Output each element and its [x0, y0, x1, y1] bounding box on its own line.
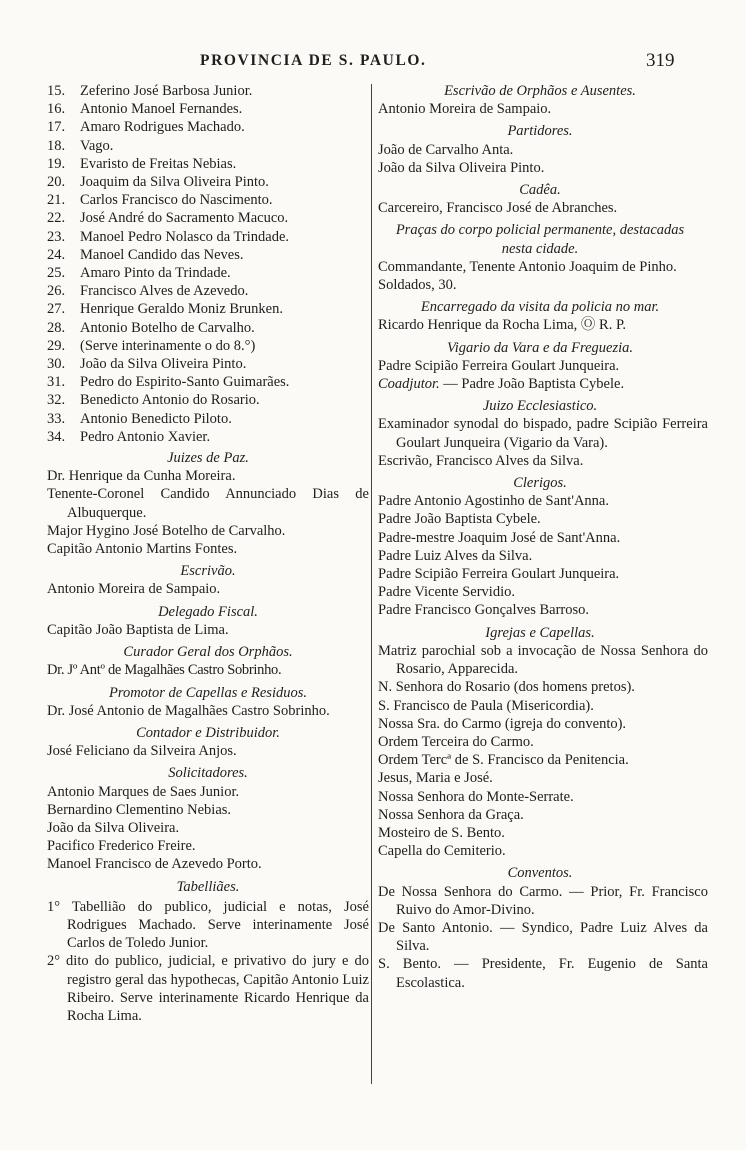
numbered-list-item	[47, 319, 369, 337]
section-title-igrejas: Igrejas e Capellas.	[485, 624, 595, 641]
juizes-entry-2: Tenente-Coronel Candido Annunciado Dias de Albuquerque.	[47, 486, 369, 521]
item-number: 17.	[47, 119, 66, 136]
section-title-pracas: Praças do corpo policial permanente, destacadas nesta cidade.	[395, 222, 685, 257]
item-name: Manoel Candido das Neves.	[80, 246, 244, 263]
item-name: João da Silva Oliveira Pinto.	[80, 356, 247, 373]
item-number: 27.	[47, 301, 66, 318]
item-number: 29.	[47, 337, 66, 354]
item-number: 22.	[47, 210, 66, 227]
item-name: Pedro do Espirito-Santo Guimarães.	[80, 374, 290, 391]
item-name: Henrique Geraldo Moniz Brunken.	[80, 301, 283, 318]
numbered-list	[47, 82, 369, 446]
igreja-entry: Nossa Senhora do Monte-Serrate.	[378, 788, 574, 805]
item-name: Antonio Benedicto Piloto.	[80, 410, 232, 427]
promotor-entry: Dr. José Antonio de Magalhães Castro Sobrinho.	[47, 702, 330, 719]
right-column	[372, 82, 708, 992]
solicitador-entry: João da Silva Oliveira.	[47, 819, 180, 836]
vigario-entry-1: Padre Scipião Ferreira Goulart Junqueira.	[378, 357, 620, 374]
convento-entry: S. Bento. — Presidente, Fr. Eugenio de Santa Escolastica.	[378, 956, 708, 991]
convento-entry: De Santo Antonio. — Syndico, Padre Luiz Alves da Silva.	[378, 919, 708, 955]
igrejas-entry-matriz: Matriz parochial sob a invocação de Nossa Senhora do Rosario, Apparecida.	[378, 642, 708, 678]
item-number: 21.	[47, 192, 66, 209]
clerigo-entry: Padre João Baptista Cybele.	[378, 511, 541, 528]
section-title-escrivao-orphaos: Escrivão de Orphãos e Ausentes.	[444, 83, 636, 99]
encarregado-entry: Ricardo Henrique da Rocha Lima, Ⓞ R. P.	[378, 317, 627, 334]
tabelliao-entry-2: 2° dito do publico, judicial, e privativo do jury e do registro geral das hypothecas, Capitão Antonio Luiz Ribeiro. Serve interinamente Ricardo Henrique da Rocha Lima.	[47, 953, 369, 1024]
item-name: Pedro Antonio Xavier.	[80, 428, 211, 445]
pracas-entry-2: Soldados, 30.	[378, 277, 457, 294]
section-title-cadea: Cadêa.	[519, 182, 561, 199]
item-name: Amaro Pinto da Trindade.	[80, 265, 231, 282]
solicitador-entry: Antonio Marques de Saes Junior.	[47, 783, 240, 800]
item-name: Antonio Manoel Fernandes.	[80, 101, 243, 118]
igreja-entry: Jesus, Maria e José.	[378, 770, 493, 787]
item-name: Antonio Botelho de Carvalho.	[80, 319, 255, 336]
coadjutor-label: Coadjutor.	[378, 376, 440, 393]
vigario-entry-2	[372, 375, 708, 393]
section-title-clerigos: Clerigos.	[513, 475, 567, 492]
numbered-list-item	[47, 246, 369, 264]
item-name: Manoel Pedro Nolasco da Trindade.	[80, 228, 290, 245]
item-number: 16.	[47, 101, 66, 118]
clerigo-entry: Padre Antonio Agostinho de Sant'Anna.	[378, 493, 609, 510]
igreja-entry: Capella do Cemiterio.	[378, 843, 506, 860]
igreja-entry: Ordem Terceira do Carmo.	[378, 733, 534, 750]
pracas-entry-1: Commandante, Tenente Antonio Joaquim de Pinho.	[378, 258, 677, 275]
clerigo-entry: Padre Scipião Ferreira Goulart Junqueira.	[378, 566, 620, 583]
item-number: 26.	[47, 283, 66, 300]
item-name: Benedicto Antonio do Rosario.	[80, 392, 260, 409]
left-column	[47, 82, 369, 1025]
igreja-entry: S. Francisco de Paula (Misericordia).	[378, 697, 594, 714]
tabelliao-entry-1: 1° Tabellião do publico, judicial e notas, José Rodrigues Machado. Serve interinamente José Carlos de Toledo Junior.	[47, 898, 369, 952]
numbered-list-item	[47, 191, 369, 209]
numbered-list-item	[47, 100, 369, 118]
item-number: 23.	[47, 228, 66, 245]
delegado-entry: Capitão João Baptista de Lima.	[47, 621, 229, 638]
solicitadores-list	[47, 783, 369, 874]
numbered-list-item	[47, 337, 369, 355]
item-name: José André do Sacramento Macuco.	[80, 210, 289, 227]
section-title-partidores: Partidores.	[507, 123, 573, 140]
numbered-list-item	[47, 155, 369, 173]
solicitador-entry: Pacifico Frederico Freire.	[47, 838, 196, 855]
item-name: Vago.	[80, 137, 114, 154]
section-title-vigario: Vigario da Vara e da Freguezia.	[446, 339, 634, 356]
igreja-entry: Mosteiro de S. Bento.	[378, 824, 505, 841]
section-title-juizes: Juizes de Paz.	[167, 450, 249, 467]
item-name: Carlos Francisco do Nascimento.	[80, 192, 273, 209]
numbered-list-item	[47, 173, 369, 191]
igreja-entry: Ordem Tercª de S. Francisco da Penitencia.	[378, 752, 629, 769]
clerigo-entry: Padre-mestre Joaquim José de Sant'Anna.	[378, 529, 621, 546]
item-name: Francisco Alves de Azevedo.	[80, 283, 249, 300]
item-number: 32.	[47, 392, 66, 409]
numbered-list-item	[47, 228, 369, 246]
page-number: 319	[646, 50, 675, 71]
page-header	[0, 52, 746, 76]
contador-entry: José Feliciano da Silveira Anjos.	[47, 743, 237, 760]
section-title-tabelliaes: Tabelliães.	[176, 878, 240, 895]
item-number: 24.	[47, 246, 66, 263]
convento-entry: De Nossa Senhora do Carmo. — Prior, Fr. Francisco Ruivo do Amor-Divino.	[378, 883, 708, 918]
juizo-entry-1: Examinador synodal do bispado, padre Scipião Ferreira Goulart Junqueira (Vigario da Vara).	[378, 416, 708, 451]
numbered-list-item	[47, 355, 369, 373]
juizes-entry-4: Capitão Antonio Martins Fontes.	[47, 541, 238, 558]
numbered-list-item	[47, 264, 369, 282]
juizo-entry-2: Escrivão, Francisco Alves da Silva.	[378, 452, 584, 469]
section-title-solicitadores: Solicitadores.	[168, 765, 248, 782]
item-number: 31.	[47, 374, 66, 391]
escrivao-orphaos-entry: Antonio Moreira de Sampaio.	[378, 101, 552, 118]
clerigo-entry: Padre Luiz Alves da Silva.	[378, 547, 533, 564]
item-name: Zeferino José Barbosa Junior.	[80, 83, 253, 99]
solicitador-entry: Manoel Francisco de Azevedo Porto.	[47, 856, 262, 873]
conventos-list	[372, 883, 708, 992]
section-title-delegado: Delegado Fiscal.	[158, 603, 258, 620]
clerigos-list	[372, 492, 708, 619]
section-title-contador: Contador e Distribuidor.	[136, 724, 280, 741]
section-title-juizo: Juizo Ecclesiastico.	[482, 398, 598, 415]
juizes-entry-1: Dr. Henrique da Cunha Moreira.	[47, 468, 236, 485]
igreja-entry: Nossa Senhora da Graça.	[378, 806, 524, 823]
item-number: 30.	[47, 356, 66, 373]
section-title-encarregado: Encarregado da visita da policia no mar.	[420, 299, 660, 316]
cadea-entry: Carcereiro, Francisco José de Abranches.	[378, 200, 618, 217]
partidores-entry-2: João da Silva Oliveira Pinto.	[378, 159, 545, 176]
item-number: 33.	[47, 410, 66, 427]
item-number: 19.	[47, 155, 66, 172]
item-name: Joaquim da Silva Oliveira Pinto.	[80, 174, 269, 191]
item-name: Evaristo de Freitas Nebias.	[80, 155, 237, 172]
numbered-list-item	[47, 373, 369, 391]
numbered-list-item	[47, 300, 369, 318]
item-name: Amaro Rodrigues Machado.	[80, 119, 245, 136]
coadjutor-name: — Padre João Baptista Cybele.	[439, 376, 625, 393]
partidores-entry-1: João de Carvalho Anta.	[378, 141, 514, 158]
clerigo-entry: Padre Vicente Servidio.	[378, 584, 515, 601]
numbered-list-item	[47, 82, 369, 100]
item-number: 18.	[47, 137, 66, 154]
item-number: 25.	[47, 265, 66, 282]
numbered-list-item	[47, 209, 369, 227]
item-number: 20.	[47, 174, 66, 191]
numbered-list-item	[47, 118, 369, 136]
igrejas-list	[372, 678, 708, 860]
section-title-escrivao: Escrivão.	[180, 563, 236, 580]
item-number: 15.	[47, 83, 66, 99]
numbered-list-item	[47, 410, 369, 428]
item-name: (Serve interinamente o do 8.°)	[80, 337, 256, 354]
solicitador-entry: Bernardino Clementino Nebias.	[47, 801, 232, 818]
section-title-promotor: Promotor de Capellas e Residuos.	[108, 684, 307, 701]
igreja-entry: N. Senhora do Rosario (dos homens pretos).	[378, 679, 635, 696]
section-title-conventos: Conventos.	[507, 865, 573, 882]
igreja-entry: Nossa Sra. do Carmo (igreja do convento).	[378, 715, 627, 732]
escrivao-entry: Antonio Moreira de Sampaio.	[47, 581, 221, 598]
curador-entry: Dr. Jº Antº de Magalhães Castro Sobrinho.	[47, 662, 282, 679]
section-title-curador: Curador Geral dos Orphãos.	[123, 644, 293, 661]
numbered-list-item	[47, 428, 369, 446]
numbered-list-item	[47, 282, 369, 300]
clerigo-entry: Padre Francisco Gonçalves Barroso.	[378, 602, 589, 619]
numbered-list-item	[47, 391, 369, 409]
juizes-entry-3: Major Hygino José Botelho de Carvalho.	[47, 522, 286, 539]
numbered-list-item	[47, 137, 369, 155]
item-number: 28.	[47, 319, 66, 336]
running-title: PROVINCIA DE S. PAULO.	[200, 52, 427, 69]
item-number: 34.	[47, 428, 66, 445]
